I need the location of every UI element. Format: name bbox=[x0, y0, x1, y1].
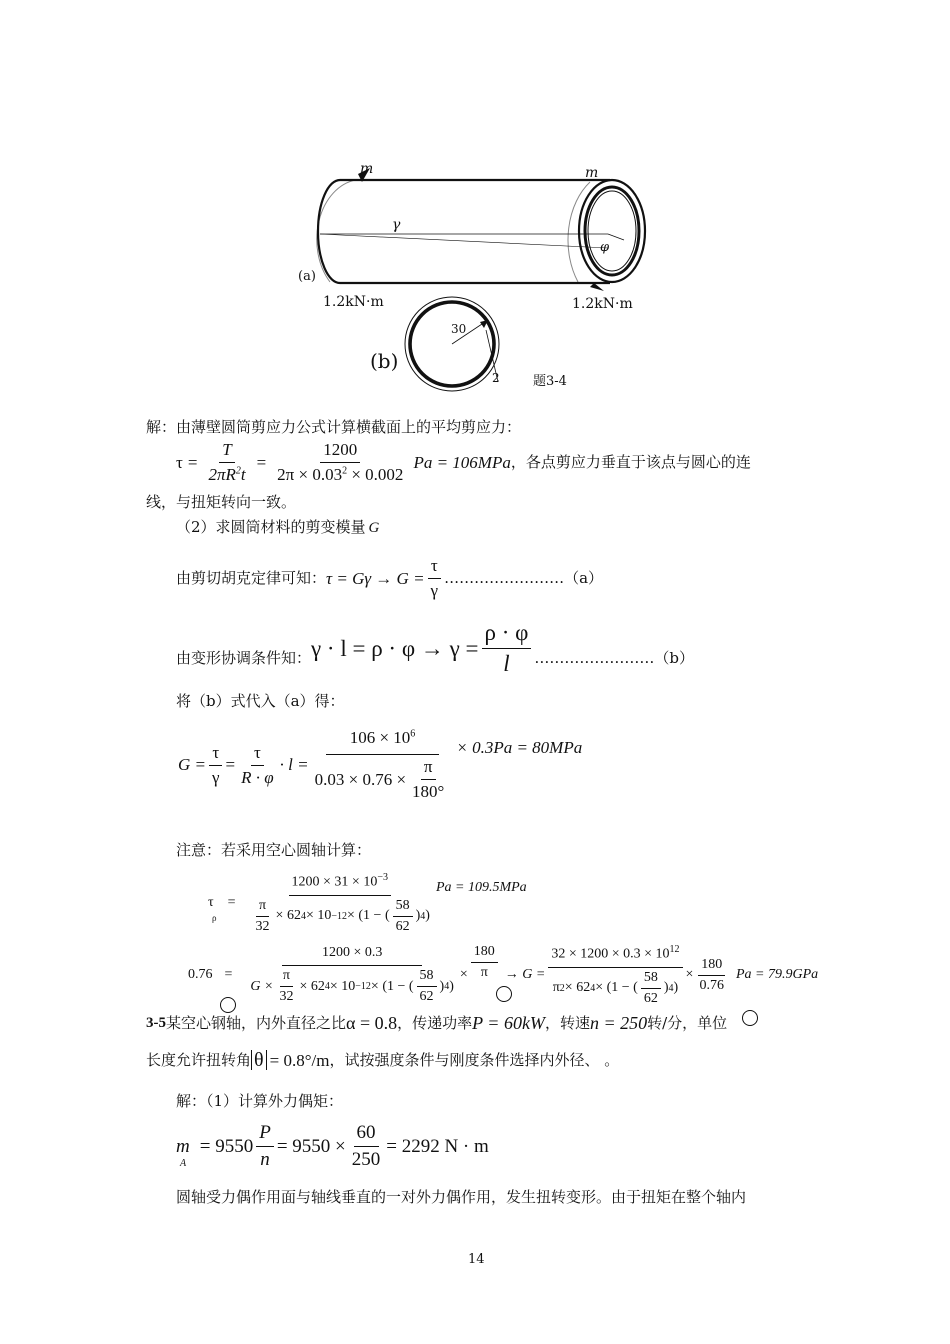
note-intro: 注意：若采用空心圆轴计算： bbox=[176, 841, 372, 859]
note-eq1-d10: × 10 bbox=[305, 908, 332, 924]
g-f3-den-left: 0.03 × 0.76 × bbox=[314, 769, 407, 789]
g-frac2 bbox=[238, 743, 277, 788]
stamp-circle-3 bbox=[742, 1010, 758, 1026]
sol35-f2-den: 250 bbox=[351, 1149, 381, 1170]
sol1-frac1-den-base: 2πR bbox=[208, 465, 236, 484]
note-eq2-d10-exp: −12 bbox=[355, 981, 371, 993]
sol1-eq1: = bbox=[187, 452, 198, 472]
note-eq2-d62-exp: 4 bbox=[324, 981, 330, 993]
g-f3-num bbox=[326, 728, 440, 755]
note-eq2-pi-frac bbox=[276, 968, 296, 1005]
sol1-frac1 bbox=[205, 440, 248, 485]
note-eq1-tail-c: ) bbox=[425, 908, 430, 924]
note-eq2-tail-c: ) bbox=[449, 978, 454, 994]
problem-3-5-line2 bbox=[146, 1050, 619, 1070]
note-eq2-d10: × 10 bbox=[329, 978, 356, 994]
note-eq2-180076 bbox=[696, 957, 727, 994]
note-eq2-32: 32 bbox=[279, 989, 294, 1005]
note-eq2-den bbox=[247, 966, 456, 1005]
problem-power: P = 60kW bbox=[472, 1013, 545, 1033]
problem-text-d: 转/分，单位 bbox=[647, 1013, 728, 1032]
hooke-tag: ……………………（a） bbox=[444, 569, 604, 587]
sol1-formula bbox=[176, 440, 751, 485]
note-eq1-d10-exp: −12 bbox=[331, 910, 347, 922]
ring-b-drawing bbox=[405, 297, 499, 391]
note-eq2-den2-5862 bbox=[641, 970, 661, 1007]
note-eq1-5862 bbox=[393, 898, 413, 935]
fig-label-radius: 30 bbox=[451, 322, 467, 336]
note-eq2-lhs: 0.76 bbox=[188, 967, 213, 983]
g-frac3 bbox=[312, 728, 454, 802]
note-eq2-den2-62-exp: 4 bbox=[590, 982, 596, 994]
sol1-frac1-den bbox=[205, 463, 248, 485]
note-eq2-times2: × bbox=[685, 967, 694, 983]
tube-a-drawing bbox=[317, 180, 645, 283]
note-eq2-den2-62: × 62 bbox=[564, 980, 591, 996]
hooke-intro: 由剪切胡克定律可知： bbox=[176, 569, 327, 587]
stamp-circle-2 bbox=[496, 986, 512, 1002]
note-eq1-num bbox=[289, 872, 391, 896]
note-eq1-32: 32 bbox=[255, 918, 270, 934]
problem-number: 3-5 bbox=[146, 1014, 166, 1031]
subst-intro: 将（b）式代入（a）得： bbox=[176, 692, 345, 710]
sol1-frac2-den-base: 2π × 0.03 bbox=[277, 465, 343, 484]
note-rho: ρ bbox=[212, 913, 217, 924]
note-eq2-num2-base: 32 × 1200 × 0.3 × 10 bbox=[551, 946, 670, 962]
note-eq1-num-exp: −3 bbox=[377, 872, 388, 883]
g-f2-den: R · φ bbox=[241, 767, 274, 787]
hooke-line bbox=[176, 556, 603, 601]
note-eq2-den2-pi-exp: 2 bbox=[559, 982, 565, 994]
sol35-eq-c: = 2292 N · m bbox=[386, 1135, 489, 1157]
g-f3-den-180: 180° bbox=[412, 782, 445, 801]
note-eq1-58: 58 bbox=[393, 898, 413, 917]
note-eq1-tail-exp: 4 bbox=[420, 910, 426, 922]
note-eq1-62: 62 bbox=[395, 918, 410, 934]
note-eq2-den2-62b: 62 bbox=[643, 990, 658, 1006]
note-eq2-den-g: G × bbox=[250, 978, 274, 994]
sol35-f2-num: 60 bbox=[354, 1122, 379, 1147]
note-eq1 bbox=[208, 872, 527, 935]
note-eq2-num2-exp: 12 bbox=[669, 944, 680, 955]
sol35-f-num: P bbox=[256, 1122, 274, 1147]
problem-alpha: α = 0.8 bbox=[346, 1013, 398, 1033]
sol1-frac2-den-tail: × 0.002 bbox=[347, 465, 404, 484]
note-eq2-62: 62 bbox=[419, 989, 434, 1005]
sol35-eq-a: = 9550 bbox=[199, 1135, 254, 1157]
sol35-formula bbox=[176, 1122, 489, 1171]
sol35-intro: 解：（1）计算外力偶矩： bbox=[176, 1092, 344, 1110]
sol1-intro: 解：由薄壁圆筒剪应力公式计算横截面上的平均剪应力： bbox=[146, 418, 522, 436]
g-eq: = bbox=[225, 755, 236, 774]
note-eq2-den2-tail-b: ) bbox=[663, 980, 669, 996]
g-f3-den-frac bbox=[409, 757, 447, 802]
note-eq2-result: Pa = 79.9GPa bbox=[735, 967, 819, 983]
sol1-frac2 bbox=[274, 440, 406, 485]
note-eq2-tail-a: × (1 − ( bbox=[370, 978, 414, 994]
fig-torque-right: 1.2kN·m bbox=[572, 296, 633, 312]
hooke-num: τ bbox=[428, 556, 441, 579]
note-eq2-den2 bbox=[550, 968, 681, 1007]
problem-theta: θ bbox=[251, 1050, 267, 1070]
problem-line2-a: 长度允许扭转角 bbox=[146, 1050, 252, 1069]
note-eq2-d62: × 62 bbox=[299, 978, 325, 994]
problem-text-a: 某空心钢轴，内外直径之比 bbox=[166, 1013, 347, 1032]
problem-line2-c: ，试按强度条件与刚度条件选择内外径 bbox=[329, 1050, 585, 1069]
fig-label-phi: φ bbox=[600, 240, 610, 255]
g-lhs: G = bbox=[178, 755, 206, 774]
note-eq2-180: 180 bbox=[471, 944, 498, 963]
note-eq2-frac bbox=[247, 945, 456, 1005]
g-formula bbox=[178, 728, 582, 802]
g-result: × 0.3Pa = 80MPa bbox=[456, 738, 583, 757]
sol35-eq-b: = 9550 × bbox=[276, 1135, 346, 1157]
note-eq1-d62: × 62 bbox=[275, 908, 301, 924]
sol35-ma bbox=[176, 1135, 190, 1169]
sol1-frac1-den-t: t bbox=[240, 465, 246, 484]
g-frac1 bbox=[209, 743, 223, 788]
g-f3-den bbox=[312, 755, 454, 802]
figure-3-4 bbox=[0, 0, 950, 400]
sol1-tau: τ bbox=[176, 452, 183, 472]
sol1-eq2: = bbox=[256, 452, 267, 472]
deform-line bbox=[176, 620, 694, 677]
fig-label-m-right: m bbox=[585, 165, 599, 181]
note-eq1-tail-b: ) bbox=[415, 908, 421, 924]
g-f2-num: τ bbox=[251, 743, 264, 766]
radius-arrowhead bbox=[480, 320, 488, 328]
sol1-result: Pa = 106MPa bbox=[413, 452, 511, 472]
sol1-line2: 线，与扭矩转向一致。 bbox=[146, 493, 297, 511]
note-eq2-58: 58 bbox=[417, 968, 437, 987]
note-eq1-pi-frac bbox=[253, 898, 273, 935]
sol1-frac2-num: 1200 bbox=[320, 440, 360, 463]
sol35-m: m bbox=[176, 1135, 190, 1157]
sol35-frac2 bbox=[349, 1122, 384, 1171]
deform-intro: 由变形协调条件知： bbox=[176, 649, 312, 667]
fig-label-thickness: 2 bbox=[492, 371, 500, 385]
sol35-frac1 bbox=[256, 1122, 274, 1171]
sol1-frac1-num: T bbox=[219, 440, 234, 463]
note-eq1-result: Pa = 109.5MPa bbox=[435, 880, 527, 895]
note-eq2-180b: 180 bbox=[698, 957, 725, 976]
note-eq2-den2-tail-c: ) bbox=[673, 980, 679, 996]
g-f3-num-exp: 6 bbox=[410, 728, 416, 740]
note-eq2-frac2 bbox=[548, 944, 682, 1007]
problem-text-c: ，转速 bbox=[544, 1013, 590, 1032]
problem-text-b: ，传递功率 bbox=[397, 1013, 473, 1032]
note-eq1-den bbox=[247, 896, 433, 935]
deform-num: ρ · φ bbox=[482, 620, 532, 649]
g-f3-num-base: 106 × 10 bbox=[349, 728, 411, 747]
stamp-circle-1 bbox=[220, 997, 236, 1013]
sol1-frac2-den bbox=[274, 463, 406, 485]
g-mid: · l = bbox=[279, 755, 309, 774]
hooke-lhs: τ = Gγ → G = bbox=[326, 568, 425, 588]
note-eq1-d62-exp: 4 bbox=[300, 910, 306, 922]
sol1-frac1-den-exp: 2 bbox=[235, 465, 241, 477]
note-eq1-pi: π bbox=[256, 898, 269, 917]
fig-label-a: (a) bbox=[298, 269, 316, 284]
note-eq2-num: 1200 × 0.3 bbox=[282, 945, 422, 966]
hooke-frac bbox=[428, 556, 442, 601]
hooke-den: γ bbox=[430, 581, 439, 600]
note-eq2-tail-exp: 4 bbox=[444, 981, 450, 993]
sol2-heading bbox=[176, 520, 379, 536]
g-f1-num: τ bbox=[209, 743, 222, 766]
problem-3-5-line1 bbox=[146, 1014, 727, 1032]
note-eq2-den2-tail-exp: 4 bbox=[668, 982, 674, 994]
sol35-last-line: 圆轴受力偶作用面与轴线垂直的一对外力偶作用，发生扭转变形。由于扭矩在整个轴内 bbox=[176, 1188, 747, 1206]
g-f3-den-pi: π bbox=[421, 757, 436, 780]
fig-label-gamma: γ bbox=[392, 217, 401, 233]
note-eq2-pi: π bbox=[280, 968, 293, 987]
note-eq2-076: 0.76 bbox=[699, 977, 724, 993]
note-eq1-tail-a: × (1 − ( bbox=[347, 908, 390, 924]
sol2-heading-var: G bbox=[368, 520, 380, 536]
sol1-frac2-den-exp: 2 bbox=[342, 465, 348, 477]
arrowhead-right bbox=[590, 283, 604, 291]
page-number: 14 bbox=[468, 1252, 485, 1267]
deform-den: l bbox=[503, 651, 510, 676]
note-eq2-num2 bbox=[548, 944, 682, 968]
fig-label-b: (b) bbox=[370, 349, 399, 373]
sol2-heading-text: （2）求圆筒材料的剪变模量 bbox=[176, 518, 366, 536]
problem-line2-b: = 0.8°/m bbox=[269, 1050, 330, 1070]
note-tau: τ bbox=[208, 895, 214, 911]
note-eq1-frac bbox=[247, 872, 433, 935]
note-eq1-eq: = bbox=[227, 895, 236, 911]
note-eq2-5862 bbox=[417, 968, 437, 1005]
fig-label-m-left: m bbox=[360, 161, 374, 177]
note-eq2-180pi bbox=[471, 944, 498, 981]
note-tau-rho bbox=[208, 895, 217, 924]
note-eq2-arrow: → G = bbox=[504, 967, 546, 983]
note-eq2-den2-58: 58 bbox=[641, 970, 661, 989]
deform-tag: ……………………（b） bbox=[534, 649, 695, 667]
problem-speed: n = 250 bbox=[589, 1013, 648, 1033]
note-eq2-tail-b: ) bbox=[439, 978, 445, 994]
note-eq2-den2-tail-a: × (1 − ( bbox=[595, 980, 638, 996]
deform-frac bbox=[482, 620, 532, 677]
sol35-f-den: n bbox=[260, 1149, 270, 1170]
note-eq2-eq: = bbox=[224, 967, 233, 983]
sol1-tail: ，各点剪应力垂直于该点与圆心的连 bbox=[510, 453, 751, 471]
problem-line2-d: 、 。 bbox=[584, 1050, 620, 1069]
note-eq2-den2-pi: π bbox=[552, 980, 560, 996]
note-eq2-pi-b: π bbox=[480, 965, 488, 980]
g-f1-den: γ bbox=[212, 767, 220, 787]
sol35-m-sub: A bbox=[180, 1157, 187, 1169]
fig-caption: 题3-4 bbox=[533, 374, 567, 389]
note-eq1-num-base: 1200 × 31 × 10 bbox=[291, 874, 378, 890]
note-eq2-times1: × bbox=[459, 967, 468, 983]
fig-torque-left: 1.2kN·m bbox=[323, 294, 384, 310]
deform-lhs: γ · l = ρ · φ → γ = bbox=[311, 635, 479, 661]
